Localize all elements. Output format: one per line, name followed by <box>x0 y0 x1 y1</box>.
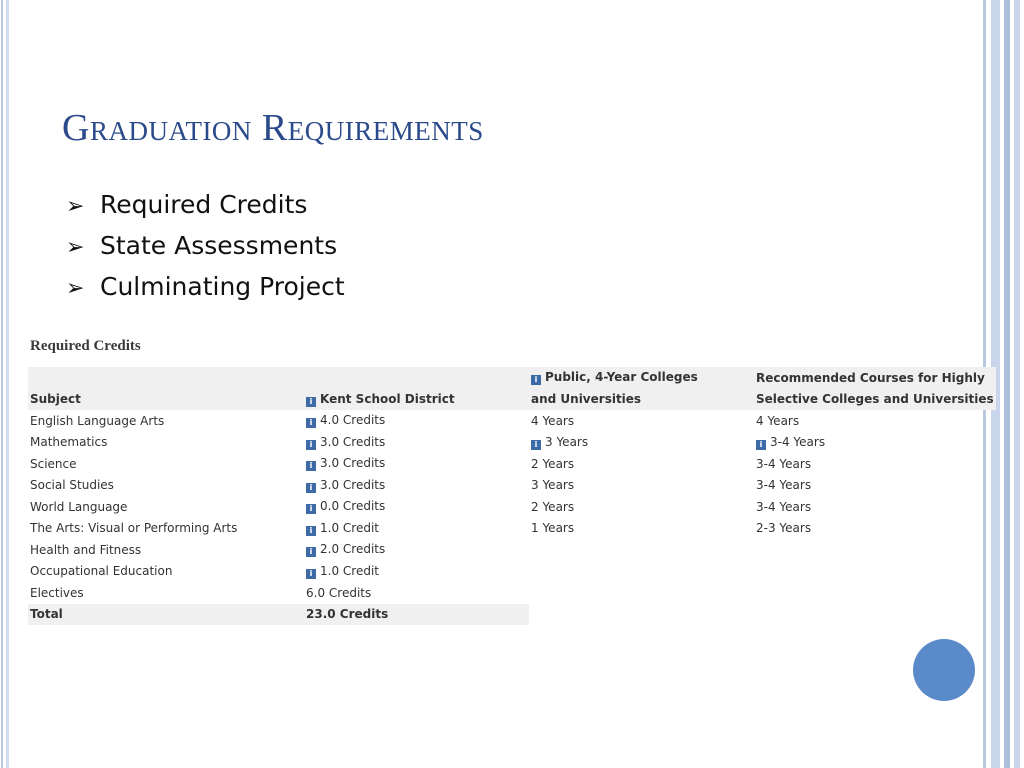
cell-public: 4 Years <box>531 413 575 428</box>
decorative-circle <box>913 639 975 701</box>
info-icon[interactable]: i <box>306 504 316 514</box>
cell-district: i 0.0 Credits <box>304 496 529 518</box>
cell-recommended: 3-4 Years <box>756 478 812 493</box>
cell-district: i 2.0 Credits <box>304 539 529 561</box>
info-icon[interactable]: i <box>306 569 316 579</box>
cell-total-value: 23.0 Credits <box>304 604 529 626</box>
cell-district: 6.0 Credits <box>306 585 372 600</box>
table-row <box>28 496 996 518</box>
arrowhead-bullet-icon: ➢ <box>66 276 85 301</box>
table-row <box>28 410 996 432</box>
cell-recommended: 3-4 Years <box>756 456 812 471</box>
table-row <box>28 432 996 454</box>
cell-district: i 4.0 Credits <box>304 410 529 432</box>
header-public-colleges: i Public, 4-Year Colleges <box>529 367 754 389</box>
cell-subject: Electives <box>30 585 84 600</box>
header-recommended: Recommended Courses for Highly <box>754 367 996 389</box>
bullet-item: ➢ Required Credits <box>66 187 345 228</box>
info-icon[interactable]: i <box>306 397 316 407</box>
left-border-decoration <box>0 0 10 768</box>
arrowhead-bullet-icon: ➢ <box>66 194 85 219</box>
cell-district: i 3.0 Credits <box>304 432 529 454</box>
cell-subject: Science <box>30 456 77 471</box>
cell-public: 2 Years <box>531 456 575 471</box>
table-caption: Required Credits <box>30 338 141 354</box>
table-row <box>28 453 996 475</box>
cell-public: 1 Years <box>531 521 575 536</box>
table-row <box>28 539 996 561</box>
required-credits-table: i Public, 4-Year Colleges Recommended Courses for Highly Subject i Kent School District and Universities Selective Colleges and Universities English Language Arts i 4.0 Credits 4 Years 4 Years Mathematics i 3.0 Credits i 3 Years i 3-4 Years Science i 3.0 Credits 2 Years 3-4 Years Social Studies i 3.0 Credits 3 Years 3-4 Years World Language i 0.0 Credits 2 Years 3-4 Years The Arts: Visual or Performing Arts i 1.0 Credit 1 Years 2-3 Years Health and Fitness i 2.0 Credits Occupational Education i 1.0 Credit Electives 6.0 Credits Total 23.0 Credits <box>28 367 996 625</box>
cell-district: i 1.0 Credit <box>304 561 529 583</box>
slide-title: Graduation Requirements <box>62 107 484 149</box>
cell-subject: Health and Fitness <box>30 542 142 557</box>
cell-recommended: 2-3 Years <box>756 521 812 536</box>
cell-subject: English Language Arts <box>30 413 165 428</box>
bullet-item: ➢ Culminating Project <box>66 269 345 310</box>
cell-recommended: 3-4 Years <box>756 499 812 514</box>
table-row <box>28 475 996 497</box>
cell-subject: Social Studies <box>30 478 114 493</box>
cell-subject: Occupational Education <box>30 564 173 579</box>
cell-public <box>529 561 754 583</box>
table-row <box>28 518 996 540</box>
arrowhead-bullet-icon: ➢ <box>66 235 85 260</box>
info-icon[interactable]: i <box>306 483 316 493</box>
info-icon[interactable]: i <box>306 461 316 471</box>
cell-subject: World Language <box>30 499 128 514</box>
cell-recommended <box>754 561 996 583</box>
table-row <box>28 582 996 604</box>
cell-district: i 3.0 Credits <box>304 453 529 475</box>
bullet-list <box>66 187 345 310</box>
cell-subject: Mathematics <box>30 435 108 450</box>
cell-district: i 1.0 Credit <box>304 518 529 540</box>
info-icon[interactable]: i <box>306 526 316 536</box>
table-row <box>28 561 996 583</box>
cell-public <box>529 539 754 561</box>
info-icon[interactable]: i <box>531 375 541 385</box>
info-icon[interactable]: i <box>306 418 316 428</box>
table-row-total <box>28 604 996 626</box>
cell-district: i 3.0 Credits <box>304 475 529 497</box>
cell-recommended: 4 Years <box>756 413 800 428</box>
cell-subject: The Arts: Visual or Performing Arts <box>30 521 238 536</box>
header-subject: Subject <box>28 389 304 411</box>
info-icon[interactable]: i <box>531 440 541 450</box>
cell-public: 3 Years <box>531 478 575 493</box>
info-icon[interactable]: i <box>306 547 316 557</box>
cell-recommended: i 3-4 Years <box>754 432 996 454</box>
cell-recommended <box>754 582 996 604</box>
cell-public: i 3 Years <box>529 432 754 454</box>
info-icon[interactable]: i <box>756 440 766 450</box>
cell-total-label: Total <box>28 604 304 626</box>
cell-public <box>529 582 754 604</box>
header-district: i Kent School District <box>304 389 529 411</box>
cell-public: 2 Years <box>531 499 575 514</box>
cell-recommended <box>754 539 996 561</box>
bullet-item: ➢ State Assessments <box>66 228 345 269</box>
info-icon[interactable]: i <box>306 440 316 450</box>
